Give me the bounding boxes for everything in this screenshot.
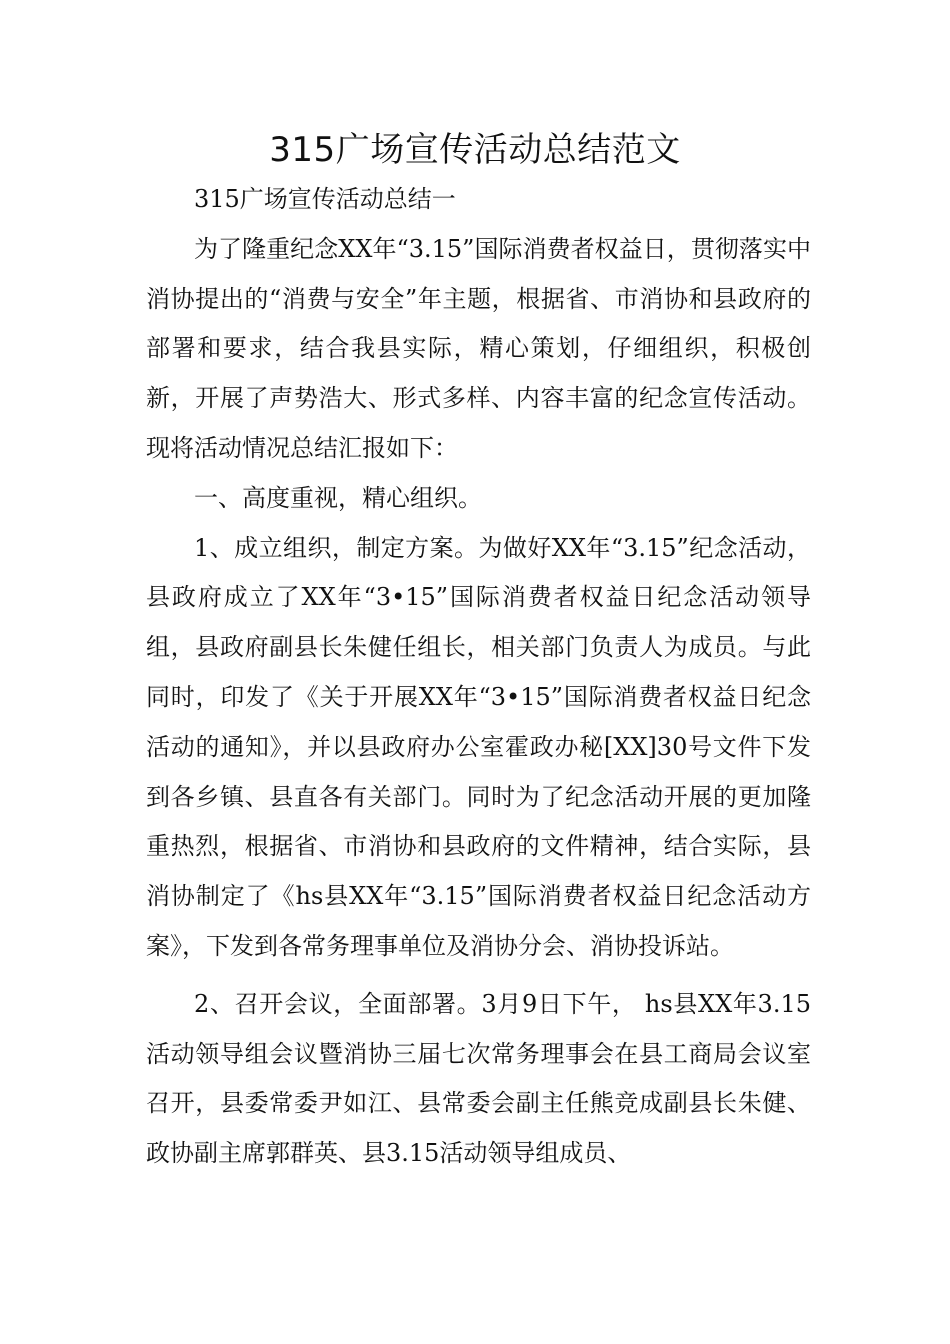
document-body bbox=[146, 175, 811, 1179]
document-title: 315广场宣传活动总结范文 bbox=[269, 130, 681, 170]
intro-paragraph: 为了隆重纪念XX年“3.15”国际消费者权益日，贯彻落实中消协提出的“消费与安全”年主题，根据省、市消协和县政府的部署和要求，结合我县实际，精心策划，仔细组织，积极创新，开展了声势浩大、形式多样、内容丰富的纪念宣传活动。现将活动情况总结汇报如下： bbox=[146, 234, 811, 462]
section-heading: 315广场宣传活动总结一 bbox=[194, 185, 456, 213]
paragraph-1: 1、成立组织，制定方案。为做好XX年“3.15”纪念活动，县政府成立了XX年“3•15”国际消费者权益日纪念活动领导组，县政府副县长朱健任组长，相关部门负责人为成员。与此同时，印发了《关于开展XX年“3•15”国际消费者权益日纪念活动的通知》，并以县政府办公室霍政办秘[XX]30号文件下发到各乡镇、县直各有关部门。同时为了纪念活动开展的更加隆重热烈，根据省、市消协和县政府的文件精神，结合实际，县消协制定了《hs县XX年“3.15”国际消费者权益日纪念活动方案》，下发到各常务理事单位及消协分会、消协投诉站。 bbox=[146, 533, 811, 960]
paragraph-2: 2、召开会议，全面部署。3月9日下午， hs县XX年3.15活动领导组会议暨消协三届七次常务理事会在县工商局会议室召开，县委常委尹如江、县常委会副主任熊竞成副县长朱健、政协副主席郭群英、县3.15活动领导组成员、 bbox=[146, 989, 811, 1168]
part-one-heading: 一、高度重视，精心组织。 bbox=[194, 483, 482, 512]
